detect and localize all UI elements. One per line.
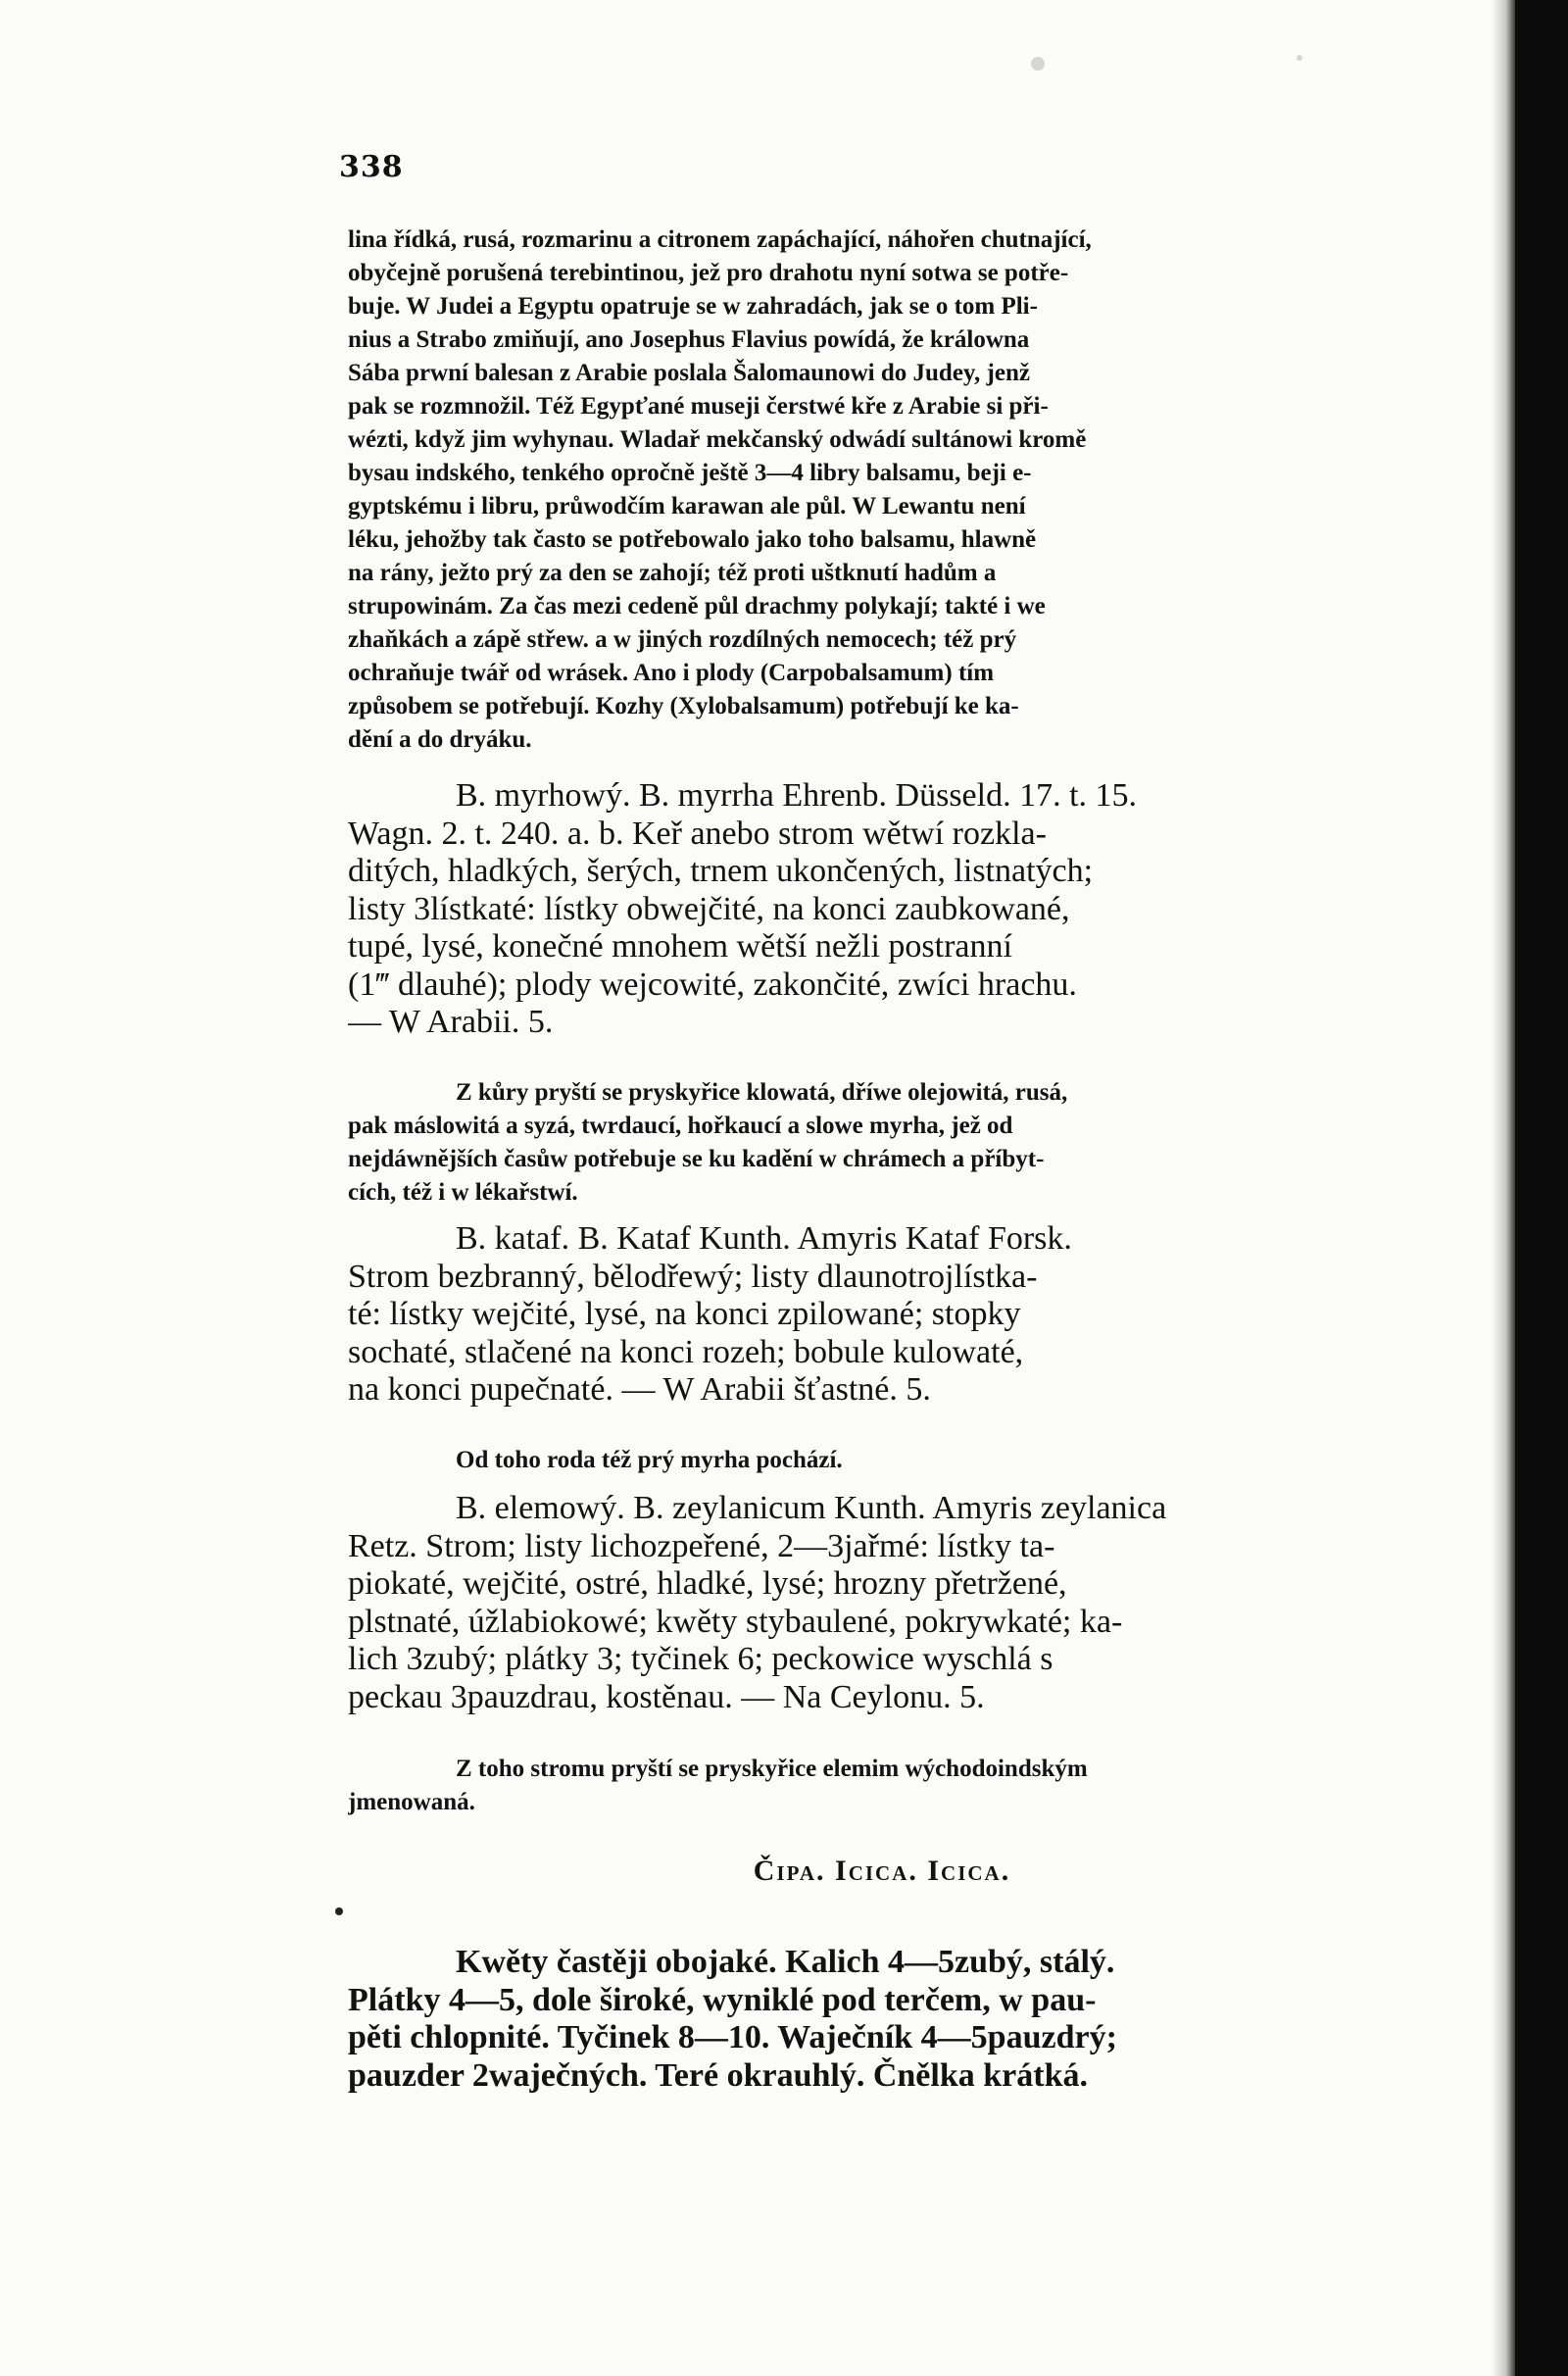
- text-line: piokaté, wejčité, ostré, hladké, lysé; hrozny přetržené,: [348, 1565, 1067, 1602]
- text-line: ditých, hladkých, šerých, trnem ukončených, listnatých;: [348, 853, 1094, 889]
- text-line: pak se rozmnožil. Též Egypťané museji čerstwé kře z Arabie si při-: [348, 393, 1049, 420]
- text-line: jmenowaná.: [348, 1789, 475, 1815]
- text-line: nius a Strabo zmiňují, ano Josephus Flavius powídá, že králowna: [348, 326, 1030, 353]
- text-line: Retz. Strom; listy lichozpeřené, 2—3jařmé: lístky ta-: [348, 1527, 1055, 1564]
- page-edge-shadow: [1492, 0, 1515, 2376]
- species-kataf: [348, 1220, 1416, 1410]
- text-line: Wagn. 2. t. 240. a. b. Keř anebo strom wětwí rozkla-: [348, 815, 1047, 852]
- text-line: (1‴ dlauhé); plody wejcowité, zakončité, zwíci hrachu.: [348, 965, 1077, 1003]
- species-elemi: [348, 1490, 1416, 1716]
- text-line: cích, též i w lékařstwí.: [348, 1179, 578, 1206]
- text-line: té: lístky wejčité, lysé, na konci zpilowané; stopky: [348, 1296, 1021, 1332]
- note-elemi: [348, 1753, 1416, 1819]
- text-line: bysau indského, tenkého opročně ještě 3—4 libry balsamu, beji e-: [348, 460, 1032, 486]
- text-line: B. kataf. B. Kataf Kunth. Amyris Kataf Forsk.: [456, 1220, 1072, 1257]
- text-line: lina řídká, rusá, rozmarinu a citronem zapáchající, náhořen chutnající,: [348, 226, 1092, 253]
- text-line: listy 3lístkaté: lístky obwejčité, na konci zaubkowané,: [348, 890, 1070, 927]
- text-line: sochaté, stlačené na konci rozeh; bobule kulowaté,: [348, 1333, 1024, 1370]
- text-line: wézti, když jim wyhynau. Wladař mekčanský odwádí sultánowi kromě: [348, 426, 1087, 453]
- scan-border: [1515, 0, 1568, 2376]
- text-line: nejdáwnějších časůw potřebuje se ku kadění w chrámech a příbyt-: [348, 1146, 1045, 1172]
- note-myrrh-resin: [348, 1076, 1416, 1210]
- text-line: lich 3zubý; plátky 3; tyčinek 6; peckowice wyschlá s: [348, 1641, 1054, 1677]
- text-line: buje. W Judei a Egyptu opatruje se w zahradách, jak se o tom Pli-: [348, 293, 1038, 320]
- ink-dot: [335, 1907, 343, 1915]
- text-line: pak máslowitá a syzá, twrdaucí, hořkaucí a slowe myrha, jež od: [348, 1113, 1013, 1139]
- text-line: Strom bezbranný, bělodřewý; listy dlaunotrojlístka-: [348, 1258, 1038, 1295]
- text-line: pauzder 2waječných. Teré okrauhlý. Čnělka krátká.: [348, 2056, 1088, 2094]
- dust-speck: [1297, 55, 1302, 61]
- text-line: peckau 3pauzdrau, kostěnau. — Na Ceylonu. 5.: [348, 1678, 985, 1715]
- text-line: tupé, lysé, konečné mnohem wětší nežli postranní: [348, 928, 1012, 965]
- page-number: 338: [339, 150, 404, 184]
- text-line: Z kůry pryští se pryskyřice klowatá, dříwe olejowitá, rusá,: [456, 1079, 1068, 1106]
- text-line: Od toho roda též prý myrha pochází.: [456, 1447, 843, 1473]
- text-line: — W Arabii. 5.: [348, 1004, 554, 1040]
- text-line: B. elemowý. B. zeylanicum Kunth. Amyris zeylanica: [456, 1490, 1167, 1526]
- text-line: Plátky 4—5, dole široké, wyniklé pod terčem, w pau-: [348, 1981, 1097, 2018]
- note-kataf: [348, 1444, 1416, 1477]
- text-line: na rány, ježto prý za den se zahojí; též proti uštknutí hadům a: [348, 560, 997, 586]
- text-line: B. myrhowý. B. myrrha Ehrenb. Düsseld. 17. t. 15.: [456, 777, 1138, 814]
- genus-heading: Čipa. Icica. Icica.: [753, 1855, 1011, 1887]
- text-line: plstnaté, úžlabiokowé; kwěty stybaulené, pokrywkaté; ka-: [348, 1603, 1123, 1640]
- text-line: Kwěty častěji obojaké. Kalich 4—5zubý, stálý.: [456, 1944, 1115, 1980]
- species-myrrh: [348, 777, 1416, 1042]
- text-line: gyptskému i libru, průwodčím karawan ale půl. W Lewantu není: [348, 493, 1026, 520]
- text-line: na konci pupečnaté. — W Arabii šťastné. 5.: [348, 1371, 931, 1408]
- text-line: způsobem se potřebují. Kozhy (Xylobalsamum) potřebují ke ka-: [348, 693, 1019, 719]
- text-line: ochraňuje twář od wrásek. Ano i plody (Carpobalsamum) tím: [348, 660, 995, 686]
- text-line: dění a do dryáku.: [348, 726, 532, 753]
- text-line: obyčejně porušená terebintinou, jež pro drahotu nyní sotwa se potře-: [348, 260, 1069, 286]
- text-line: Z toho stromu pryští se pryskyřice elemim wýchodoindským: [456, 1756, 1088, 1782]
- paragraph-balsam-uses: [348, 223, 1416, 757]
- dust-speck: [1031, 57, 1045, 71]
- text-line: Sába prwní balesan z Arabie poslala Šalomaunowi do Judey, jenž: [348, 360, 1030, 386]
- text-line: pěti chlopnité. Tyčinek 8—10. Waječník 4—5pauzdrý;: [348, 2019, 1117, 2055]
- genus-description: [348, 1944, 1416, 2095]
- text-line: strupowinám. Za čas mezi cedeně půl drachmy polykají; takté i we: [348, 593, 1046, 619]
- text-line: zhaňkách a zápě střew. a w jiných rozdílných nemocech; též prý: [348, 626, 1017, 653]
- text-line: léku, jehožby tak často se potřebowalo jako toho balsamu, hlawně: [348, 526, 1037, 553]
